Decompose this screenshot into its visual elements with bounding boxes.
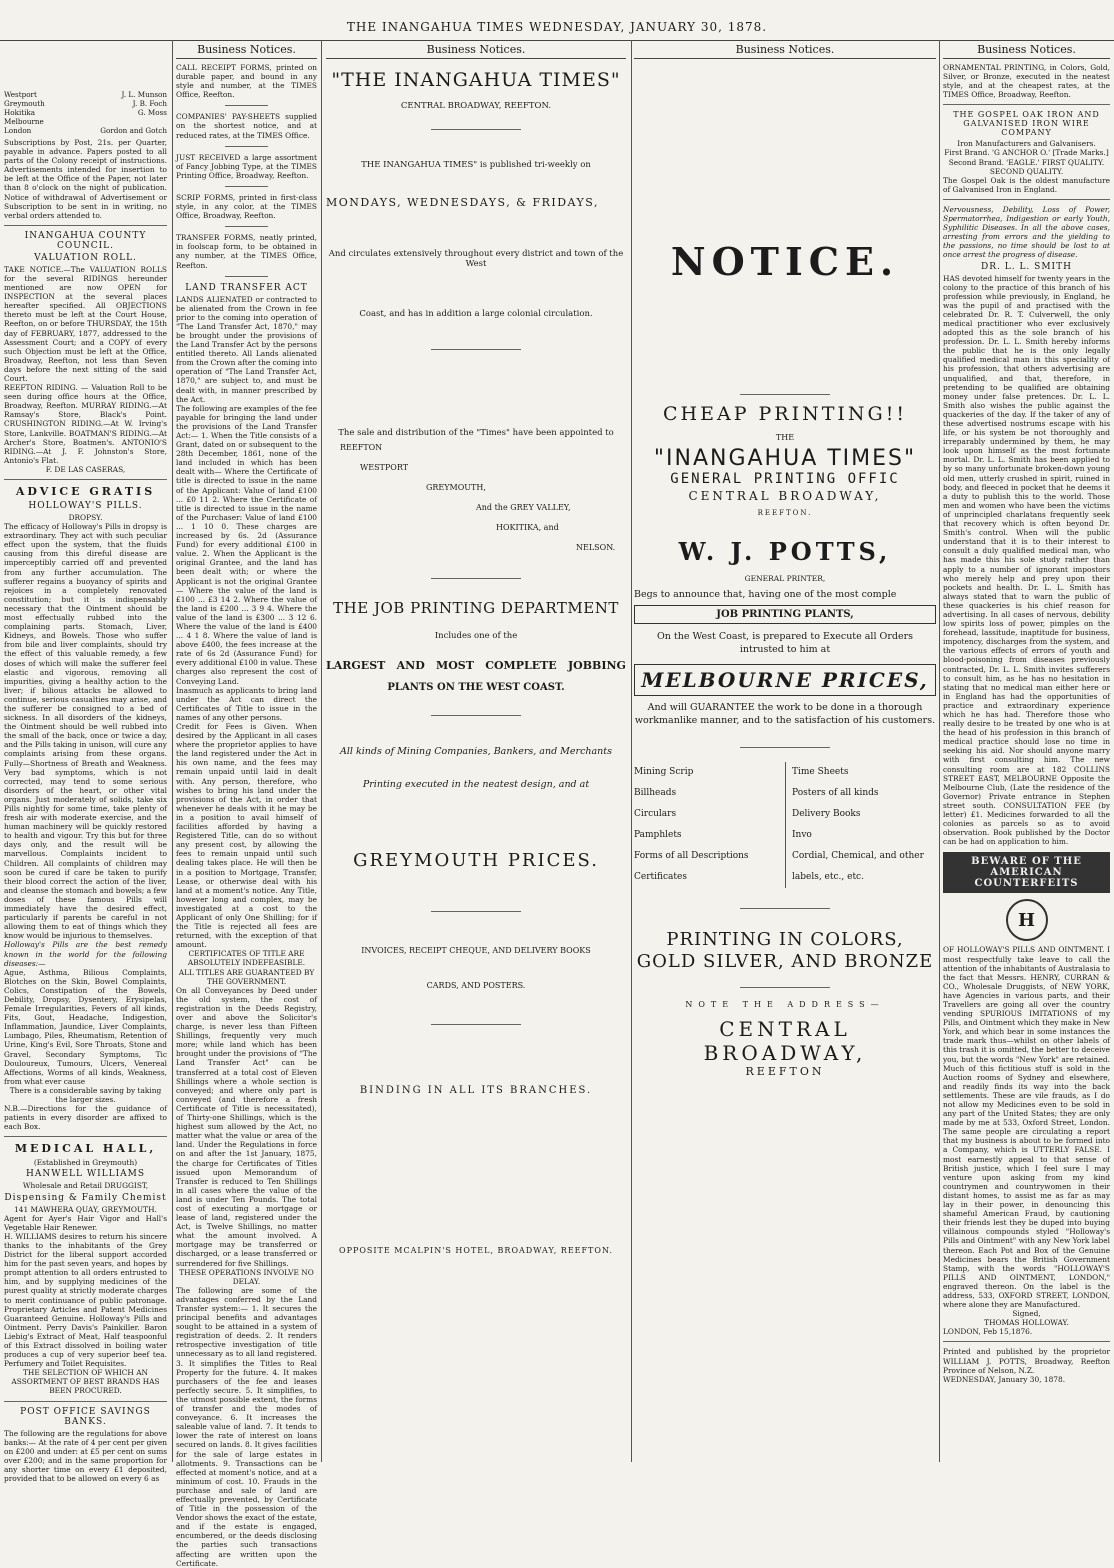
column-header: Business Notices. (326, 43, 626, 59)
oldest-note: The Gospel Oak is the oldest manufacture of Galvanised Iron in England. (943, 175, 1110, 194)
notice-heading: NOTICE. (670, 239, 900, 284)
holloway-trademark-seal: H (1006, 899, 1048, 941)
column-divider (172, 40, 173, 1462)
just-received-ad: JUST RECEIVED a large assortment of Fancy Jobbing Type, at the TIMES Printing Office, Broadway, Reefton. (176, 152, 317, 180)
divider (740, 987, 831, 988)
largest-word: COMPLETE (485, 659, 557, 672)
divider (225, 146, 267, 147)
column-2 (176, 43, 318, 1568)
hanwell-williams-name: HANWELL WILLIAMS (25, 1169, 146, 1180)
central-broadway: CENTRAL BROADWAY, (688, 489, 882, 503)
west-coast-line: On the West Coast, is prepared to Execute all Orders intrusted to him at (657, 631, 913, 655)
printing-list-item: Mining Scrip (634, 767, 694, 777)
divider (4, 225, 167, 226)
column-1 (4, 90, 167, 1483)
printing-list-right (785, 762, 936, 888)
established-note: (Established in Greymouth) (33, 1158, 138, 1168)
savings-regulations: The following are the regulations for above banks:— At the rate of 4 per cent per given on £200 and under: at £5 per cent on sums over £200; and in the same proportion for any shorter time on every £1 deposited, provided that to be allowed on every 6 as (4, 1428, 167, 1483)
companies-ad: COMPANIES' PAY-SHEETS supplied on the shortest notice, and at reduced rates, at the TIMES Office. (176, 112, 317, 140)
column-5 (943, 43, 1110, 1461)
brands-line: First Brand. 'G ANCHOR O.' [Trade Marks.] Second Brand. 'EAGLE.' FIRST QUALITY. SECOND QUALITY. (944, 148, 1109, 176)
job-printing-heading: THE JOB PRINTING DEPARTMENT (333, 599, 619, 617)
conveyances-text: On all Conveyances by Deed under the old system, the cost of registration in the Deeds Registry, over and above the Solicitor's charge, is never less than Fifteen Shillings, frequently very much more; while land which has been brought under the provisions of "The Land Transfer Act" can be transferred at a total cost of Eleven Shillings where a whole section is conveyed; and where only part is conveyed (and therefore a fresh Certificate of Title is necessitated), of Thirty-one Shillings, which is the highest sum allowed by the Act, no matter what the value or area of the land. Under the Regulations in force on and after the 1st January, 1875, the charge for Certificates of Titles issued upon Memorandum of Transfer is reduced to Ten Shillings in all cases where the value of the land is under Ten Pounds. The total cost of executing a mortgage or lease of land, registered under the Act, is Twelve Shillings, no matter what the amount involved. A mortgage may be transferred or discharged, or a lease transferred or surrendered for five Shillings. (176, 985, 317, 1268)
agent-name: G. Moss (137, 108, 167, 117)
quay-address: 141 MAWHERA QUAY, GREYMOUTH. (14, 1204, 157, 1214)
printing-list-item: labels, etc., etc. (792, 872, 864, 882)
divider (431, 715, 521, 716)
divider (943, 199, 1110, 200)
land-transfer-heading: LAND TRANSFER ACT (185, 282, 308, 293)
the-line: THE (775, 433, 795, 442)
column-header: Business Notices. (943, 43, 1110, 59)
potts-name: W. J. POTTS, (678, 537, 892, 566)
invoices-line: INVOICES, RECEIPT CHEQUE, AND DELIVERY BOOKS (361, 946, 591, 955)
column-divider (321, 40, 322, 1462)
printing-list (634, 762, 936, 888)
transfer-forms-ad: TRANSFER FORMS, neatly printed, in foolscap form, to be obtained in any number, at the TIMES Office, Reefton. (176, 233, 317, 270)
largest-row (326, 659, 626, 672)
agent-place: London (4, 126, 32, 135)
largest-word: AND (396, 659, 425, 672)
operations-heading: THESE OPERATIONS INVOLVE NO DELAY. (179, 1267, 314, 1286)
column-header: Business Notices. (176, 43, 317, 59)
beware-banner: BEWARE OF THE AMERICAN COUNTERFEITS (943, 852, 1110, 893)
agent-name: Gordon and Gotch (100, 126, 167, 135)
certificates-heading: CERTIFICATES OF TITLE ARE ABSOLUTELY INDEFEASIBLE. (187, 949, 306, 968)
divider (431, 1024, 521, 1025)
guaranteed-heading: ALL TITLES ARE GUARANTEED BY THE GOVERNMENT. (178, 967, 315, 986)
dr-smith-heading: DR. L. L. SMITH (981, 261, 1072, 272)
holloway-counterfeit-text: OF HOLLOWAY'S PILLS AND OINTMENT. I most respectfully take leave to call the attention of the inhabitants of Australasia to the fact that Messrs. HENRY, CURRAN & CO., Wholesale Druggists, of NEW YORK, have Agencies in various parts, and their Travellers are going all over the country vending SPURIOUS IMITATIONS of my Pills, and Ointment which they make in New York, and which bear in some instances the trade mark thus—whilst on other labels of this trash it is omitted, the better to deceive you, but the words "New York" are retained. Much of this fictitious stuff is sold in the Auction rooms of Sydney and elsewhere, and readily finds its way into the back settlements. These are vile frauds, as I do not allow my Medicines even to be sold in any part of the United States; they are only made by me at 533, Oxford Street, London. The same people are circulating a report that my business is about to be formed into a Company, which is UTTERLY FALSE. I most earnestly appeal to that sense of British justice, which I feel sure I may venture upon asking from my kind countrymen and countrywomen in their distant homes, to assist me as far as may lay in their power, in denouncing this shameful American Fraud, by cautioning their friends lest they be duped into buying villainous compounds styled "Holloway's Pills and Ointment" with any New York label thereon. Each Pot and Box of the Genuine Medicines bears the British Government Stamp, with the words "HOLLOWAY'S PILLS AND OINTMENT, LONDON," engraved thereon. On the label is the address, 533, OXFORD STREET, LONDON, where alone they are Manufactured. (943, 945, 1110, 1310)
divider (225, 186, 267, 187)
paper-title: "THE INANGAHUA TIMES" (331, 69, 621, 91)
agent-for-note: Agent for Ayer's Hair Vigor and Hall's Vegetable Hair Renewer. (4, 1213, 167, 1232)
divider (225, 105, 267, 106)
best-remedy-text: Holloway's Pills are the best remedy known in the world for the following diseases:— (4, 940, 167, 968)
guarantee-line: And will GUARANTEE the work to be done in a thorough workmanlike manner, and to the satisfaction of his customers. (634, 702, 936, 726)
printing-list-item: Time Sheets (792, 767, 849, 777)
place-item: And the GREY VALLEY, (476, 503, 571, 512)
divider (4, 479, 167, 480)
directions-note: N.B.—Directions for the guidance of patients in every disorder are affixed to each Box. (4, 1104, 167, 1132)
printing-list-item: Pamphlets (634, 830, 682, 840)
printing-list-item: Cordial, Chemical, and other (792, 851, 924, 861)
advice-gratis-heading: ADVICE GRATIS (15, 485, 156, 498)
printing-list-left (634, 762, 785, 888)
sale-line: The sale and distribution of the "Times" have been appointed to (338, 428, 614, 438)
divider (943, 104, 1110, 105)
gospel-oak-heading: THE GOSPEL OAK IRON AND GALVANISED IRON WIRE COMPANY (953, 110, 1100, 138)
holloway-date: LONDON, Feb 15,1876. (943, 1327, 1033, 1337)
credit-text: Credit for Fees is Given. When desired by the Applicant in all cases where the proprietor applies to have the land registered under the Act in his own name, and the fees may remain unpaid until laid in dealt with. Any person, therefore, who wishes to bring his land under the provisions of the Act, in order that whenever he deals with it he may be in a position to avail himself of facilities afforded by having a Registered Title, can do so without any present cost, by allowing the fees to remain unpaid until such dealing takes place. He will then be in a position to Mortgage, Transfer, Lease, or otherwise deal with his land at a moment's notice. Any Title, however long and complex, may be investigated at a cost to the Applicant of only One Shilling; for if the Title is rejected all fees are returned, with the exception of that amount. (176, 722, 317, 950)
place-item: REEFTON (340, 443, 383, 452)
printing-list-item: Certificates (634, 872, 687, 882)
selection-note: THE SELECTION OF WHICH AN ASSORTMENT OF BEST BRANDS HAS BEEN PROCURED. (11, 1368, 160, 1396)
column-3 (326, 43, 626, 1461)
central-broadway-big: CENTRAL BROADWAY, (703, 1017, 867, 1065)
melbourne-prices: MELBOURNE PRICES, (634, 664, 936, 696)
general-printer: GENERAL PRINTER, (744, 574, 826, 583)
place-item: GREYMOUTH, (426, 483, 486, 492)
valuation-roll-heading: VALUATION ROLL. (34, 252, 137, 263)
wholesale-druggist: Wholesale and Retail DRUGGIST, (22, 1181, 149, 1191)
column-header: Business Notices. (634, 43, 936, 59)
issue-date: WEDNESDAY, January 30, 1878. (943, 1374, 1066, 1384)
agent-place: Greymouth (4, 99, 45, 108)
agent-row (4, 99, 167, 108)
agent-place: Melbourne (4, 117, 44, 126)
printed-by: Printed and published by the proprietor WILLIAM J. POTTS, Broadway, Reefton Province of Nelson, N.Z. (943, 1347, 1110, 1375)
dr-smith-text: HAS devoted himself for twenty years in the colony to the practice of this branch of his profession while previously, in England, he was the pupil of and practised with the celebrated Dr. R. T. Culverwell, the only medical practitioner who ever exclusively adopted this as the sole branch of his profession. Dr. L. L. Smith hereby informs the public that he is the only legally qualified medical man in this speciality of his profession, that others advertising are unqualified, and that, therefore, in pretending to be qualified are obtaining money under false pretences. Dr. L. L. Smith also wishes the public against the quackeries of the day. If the taker of any of these advertised nostrums escape with his life, or his system be not thoroughly and irreparably undermined by them, he may look upon himself as the most fortunate mortal. Dr. L. L. Smith has been applied to by so many unfortunate broken-down young old men, utterly crushed in spirit, ruined in body, and fleeced in pocket that he deems it a duty to publish this to the world. Those men and women who have been the victims of unprincipled charlatans frequently seek that recovery which is often beyond Dr. Smith's control. When will the public understand that it is to their interest to consult a duly qualified medical man, who has made this his sole study rather than apply to a number of ignorant impostors who merely help and prey upon their pockets and health. Dr. L. L. Smith has always stated that to warn the public of these quackeries is his chief reason for advertising. In all cases of nervous, debility low spirits loss of power, pimples on the forehead, lassitude, inaptitude for business, impotency, discharges from the system, and the various effects of errors of youth and blood-poisoning from diseases previously contracted, Dr. L. L. Smith invites sufferers to consult him, as he has no hesitation in stating that no medical man either here or in England has had the opportunities of practice and extraordinary experience which he has had. Therefore those who really desire to be treated by one who is at the head of his profession in this branch of medical practice should lose no time in seeking his aid. Nor should anyone marry with first consulting him. The new consulting room are at 182 COLLINS STREET EAST, MELBOURNE Opposite the Melbourne Club, (Late the residence of the Governor) Private entrance in Stephen street south. CONSULTATION FEE (by letter) £1. Medicines forwarded to all the colonies as parcels so as to avoid observation. Book published by the Doctor can be had on application to him. (943, 273, 1110, 847)
begs-announce: Begs to announce that, having one of the most comple (634, 589, 897, 600)
plants-line: PLANTS ON THE WEST COAST. (387, 682, 565, 693)
agent-place: Westport (4, 90, 37, 99)
place-item: HOKITIKA, and (496, 523, 559, 532)
distribution-places (326, 438, 626, 558)
job-printing-plants-box: JOB PRINTING PLANTS, (634, 605, 936, 624)
divider (4, 1401, 167, 1402)
divider (225, 276, 267, 277)
nervousness-text: Nervousness, Debility, Loss of Power, Spermatorrhea, Indigestion or early Youth, Syphilitic Diseases. In all the above cases, arresting from errors and the yielding to the passions, no time should be lost to at once arrest the progress of disease. (943, 204, 1110, 260)
printing-list-item: Delivery Books (792, 809, 861, 819)
divider (740, 908, 831, 909)
reefton-line: REEFTON. (757, 509, 813, 517)
take-notice-text: TAKE NOTICE.—The VALUATION ROLLS for the several RIDINGS hereunder mentioned are now OPEN for INSPECTION at the several places hereafter specified. All OBJECTIONS thereto must be left at the Court House, Reefton, on or before THURSDAY, the 15th day of FEBRUARY, 1877, addressed to the Assessment Court; and a COPY of every such Objection must be left at the Office, Broadway, Reefton, not less than Seven days before the next sitting of the said Court. (4, 264, 167, 383)
circulation-line: And circulates extensively throughout every district and town of the West (328, 249, 624, 269)
printing-list-item: Circulars (634, 809, 677, 819)
colors-heading: PRINTING IN COLORS, GOLD SILVER, AND BRONZE (636, 929, 934, 972)
dispensing-chemist: Dispensing & Family Chemist (4, 1192, 167, 1203)
greymouth-prices: GREYMOUTH PRICES. (353, 850, 599, 871)
largest-word: JOBBING (567, 659, 626, 672)
cheap-printing-heading: CHEAP PRINTING!! (663, 403, 907, 425)
coast-line: Coast, and has in addition a large colonial circulation. (359, 309, 593, 319)
divider (431, 578, 521, 579)
published-line: THE INANGAHUA TIMES" is published tri-weekly on (361, 160, 591, 170)
advantages-text: The following are some of the advantages conferred by the Land Transfer system:— 1. It secures the principal benefits and advantages sought to be attained in a system of registration of deeds. 2. It renders retrospective investigation of title unnecessary as to all land registered. 3. It simplifies the Titles to Real Property for the future. 4. It makes purchasers of the fee and leases perfectly secure. 5. It simplifies, to the utmost possible extent, the forms of transfer and the modes of conveyance. 6. It increases the saleable value of land. 7. It tends to lower the rate of interest on loans secured on lands. 8. It gives facilities for the sale of large estates in allotments. 9. Transactions can be effected at moment's notice, and at a minimum of cost. 10. Frauds in the purchase and sale of land are effectually prevented, by Certificate of Title in the possession of the Vendor shows the exact of the estate, and if the estate is engaged, encumbered, or the deeds disclosing the parties such transactions affecting are written upon the Certificate. (176, 1285, 317, 1568)
cards-line: CARDS, AND POSTERS. (426, 981, 526, 990)
fees-text: The following are examples of the fee payable for bringing the land under the provisions of the Land Transfer Act:— 1. When the Title consists of a Grant, dated on or subsequent to the 28th December, 1861, none of the land included in which has been dealt with— Where the Certificate of title is directed to issue in the name of the Applicant: Value of land £100 ... £0 11 2. Where the Certificate of title is directed to issue in the name of the Purchaser: Value of land £100 ... 1 10 0. These charges are increased by 6s. 2d (Assurance Fund) for every additional £100 in value. 2. When the Applicant is the original Grantee, and the land has been dealt with; or where the Applicant is not the original Grantee— Where the value of the land is £100 ... £3 14 2. Where the value of the land is £200 ... 3 9 4. Where the value of the land is £300 ... 3 12 6. Where the value of the land is £400 ... 4 1 8. Where the value of land is above £400, the fees increase at the rate of 6s 2d (Assurance Fund) for every additional £100 in value. These charges also represent the cost of Conveying Land. (176, 403, 318, 686)
agent-row (4, 117, 167, 126)
holloways-pills-heading: HOLLOWAY'S PILLS. (28, 501, 143, 511)
agent-name (66, 117, 167, 126)
printing-list-item: Billheads (634, 788, 677, 798)
masthead: THE INANGAHUA TIMES WEDNESDAY, JANUARY 30, 1878. (346, 20, 768, 34)
place-item: NELSON. (576, 543, 616, 552)
largest-word: MOST (436, 659, 474, 672)
kinds-line: All kinds of Mining Companies, Bankers, and Merchants (340, 746, 612, 757)
opposite-line: OPPOSITE MCALPIN'S HOTEL, BROADWAY, REEFTON. (339, 1246, 613, 1255)
signature: F. DE LAS CASERAS, (45, 464, 126, 474)
dropsy-text: The efficacy of Holloway's Pills in dropsy is extraordinary. They act with such peculiar effect upon the system, that the fluids causing from this direful disease are imperceptibly carried off and prevented from any further accumulation. The sufferer regains a buoyancy of spirits and rejoices in a completely renovated constitution; but it is indispensably necessary that the Ointment should be most effectually rubbed into the complaining parts. Stomach, Liver, Kidneys, and Bowels. Those who suffer from bile and liver complaints, should try the effect of this valuable remedy, a few doses of which will make the sufferer feel elastic and vigorous, removing all impurities, giving a healthy action to the liver; if bilious attacks be allowed to continue, serious casualties may arise, and the sufferer be consigned to a bed of sickness. In all disorders of the kidneys, the Ointment should be well rubbed into the small of the back, once or twice a day, and the Pills taking in unison, will cure any complaints arising from these organs. Fully—Shortness of Breath and Weakness. Very bad symptoms, which is not corrected, may tend to some serious disorders of the heart, or other vital organs. Just moderately of solids, take six Pills nightly for some time, take plenty of fresh air with moderate exercise, and the human machinery will be quickly restored to health and vigour. Try this but for three days only, and the result will be marvellous. Complaints incident to Children. All complaints of children may soon be cured if care be taken to purify their blood correct the action of the liver, and cleanse the stomach and bowels; a few doses of these famous Pills will immediately have the desired effect, particularly if parents be careful in not allowing them to eat of things which they know would be injurious to themselves. (4, 522, 167, 941)
includes-line: Includes one of the (434, 631, 518, 641)
agents-table (4, 90, 167, 135)
printing-list-item: Invo (792, 830, 812, 840)
largest-word: LARGEST (326, 659, 386, 672)
note-address: NOTE THE ADDRESS— (685, 1000, 885, 1009)
diseases-list: Ague, Asthma, Bilious Complaints, Blotches on the Skin, Bowel Complaints, Colics, Constipation of the Bowels, Debility, Dropsy, Dysentery, Erysipelas, Female Irregularities, Fevers of all kinds, Fits, Gout, Headache, Indigestion, Inflammation, Jaundice, Liver Complaints, Lumbago, Piles, Rheumatism, Retention of Urine, King's Evil, Sore Throats, Stone and Gravel, Secondary Symptoms, Tic Douloureux, Tumours, Ulcers, Venereal Affections, Worms of all kinds, Weakness, from what ever cause (4, 967, 167, 1086)
printing-list-item: Forms of all Descriptions (634, 851, 749, 861)
publication-days: MONDAYS, WEDNESDAYS, & FRIDAYS, (326, 196, 599, 209)
inangahua-times-heading: "INANGAHUA TIMES" (653, 446, 917, 471)
reefton-foot: REEFTON (745, 1065, 825, 1078)
divider (431, 349, 521, 350)
divider (740, 394, 831, 395)
call-receipt-ad: CALL RECEIPT FORMS, printed on durable paper, and bound in any style and number, at the TIMES Office, Reefton. (176, 63, 317, 100)
binding-line: BINDING IN ALL ITS BRANCHES. (359, 1085, 593, 1096)
printing-list-item: Posters of all kinds (792, 788, 879, 798)
post-office-heading: POST OFFICE SAVINGS BANKS. (20, 1406, 151, 1427)
ornamental-printing-ad: ORNAMENTAL PRINTING, in Colors, Gold, Silver, or Bronze, executed in the neatest style, and at the cheapest rates, at the TIMES Office, Broadway, Reefton. (943, 63, 1110, 100)
thomas-holloway: THOMAS HOLLOWAY. (984, 1318, 1069, 1328)
scrip-forms-ad: SCRIP FORMS, printed in first-class style, in any color, at the TIMES Office, Broadway, Reefton. (176, 192, 317, 221)
divider (225, 226, 267, 227)
agent-row (4, 90, 167, 99)
agent-name: J. B. Foch (132, 99, 167, 108)
council-heading: INANGAHUA COUNTY COUNCIL. (24, 230, 147, 251)
medical-hall-heading: MEDICAL HALL, (14, 1142, 157, 1156)
ridings-text: REEFTON RIDING. — Valuation Roll to be seen during office hours at the Office, Broadway, Reefton. MURRAY RIDING.—At Ramsay's Store, Black's Point. CRUSHINGTON RIDING.—At W. Irving's Store, Lankville. BOATMAN'S RIDING.—At Archer's Store, Boatmen's. ANTONIO'S RIDING.—At J. F. Johnston's Store, Antonio's Flat. (4, 383, 167, 465)
agent-row (4, 126, 167, 135)
saving-note: There is a considerable saving by taking the larger sizes. (9, 1085, 162, 1104)
agent-name: J. L. Munson (121, 90, 167, 99)
column-divider (631, 40, 632, 1462)
printing-line: Printing executed in the neatest design, and at (362, 779, 590, 790)
masthead-rule (0, 40, 1114, 41)
divider (943, 1341, 1110, 1342)
divider (4, 1136, 167, 1137)
column-divider (939, 40, 940, 1462)
column-4 (634, 43, 936, 1461)
agent-place: Hokitika (4, 108, 36, 117)
signed-label: Signed, (1012, 1309, 1041, 1319)
paper-address: CENTRAL BROADWAY, REEFTON. (400, 101, 552, 111)
williams-ad-text: H. WILLIAMS desires to return his sincere thanks to the inhabitants of the Grey District for the liberal support accorded him for the past seven years, and hopes by prompt attention to all orders entrusted to him, and by supplying medicines of the purest quality at strictly moderate charges to merit continuance of public patronage. Proprietary Articles and Patent Medicines Guaranteed Genuine. Holloway's Pills and Ointment. Perry Davis's Painkiller. Baron Liebig's Extract of Meat, Half teaspoonful of this Extract dissolved in boiling water produces a cup of very superior beef tea. Perfumery and Toilet Requisites. (4, 1231, 167, 1369)
iron-manufacturers: Iron Manufacturers and Galvanisers. (957, 139, 1096, 149)
general-printing-office: GENERAL PRINTING OFFIC (670, 471, 900, 487)
divider (431, 129, 521, 130)
dropsy-heading: DROPSY. (68, 513, 103, 522)
insomuch-text: Inasmuch as applicants to bring land under the Act can direct the Certificates of Title to issue in the names of any other persons. (176, 685, 317, 722)
divider (431, 911, 521, 912)
subscription-terms: Subscriptions by Post, 21s. per Quarter, payable in advance. Papers posted to all parts of the Colony receipt of instructions. Advertisements intended for insertion to be left at the Office of the Paper, not later than 8 o'clock on the night of publication. Notice of withdrawal of Advertisement or Subscription to be sent in in writing, no verbal orders attended to. (4, 138, 167, 220)
place-item: WESTPORT (360, 463, 409, 472)
agent-row (4, 108, 167, 117)
land-transfer-text: LANDS ALIENATED or contracted to be alienated from the Crown in fee prior to the coming into operation of "The Land Transfer Act, 1870," may be brought under the provisions of the Land Transfer Act by the persons entitled thereto. All Lands alienated from the Crown after the coming into operation of "The Land Transfer Act, 1870," are subject to, and must be dealt with, in manner prescribed by the Act. (176, 294, 317, 404)
divider (740, 747, 831, 748)
